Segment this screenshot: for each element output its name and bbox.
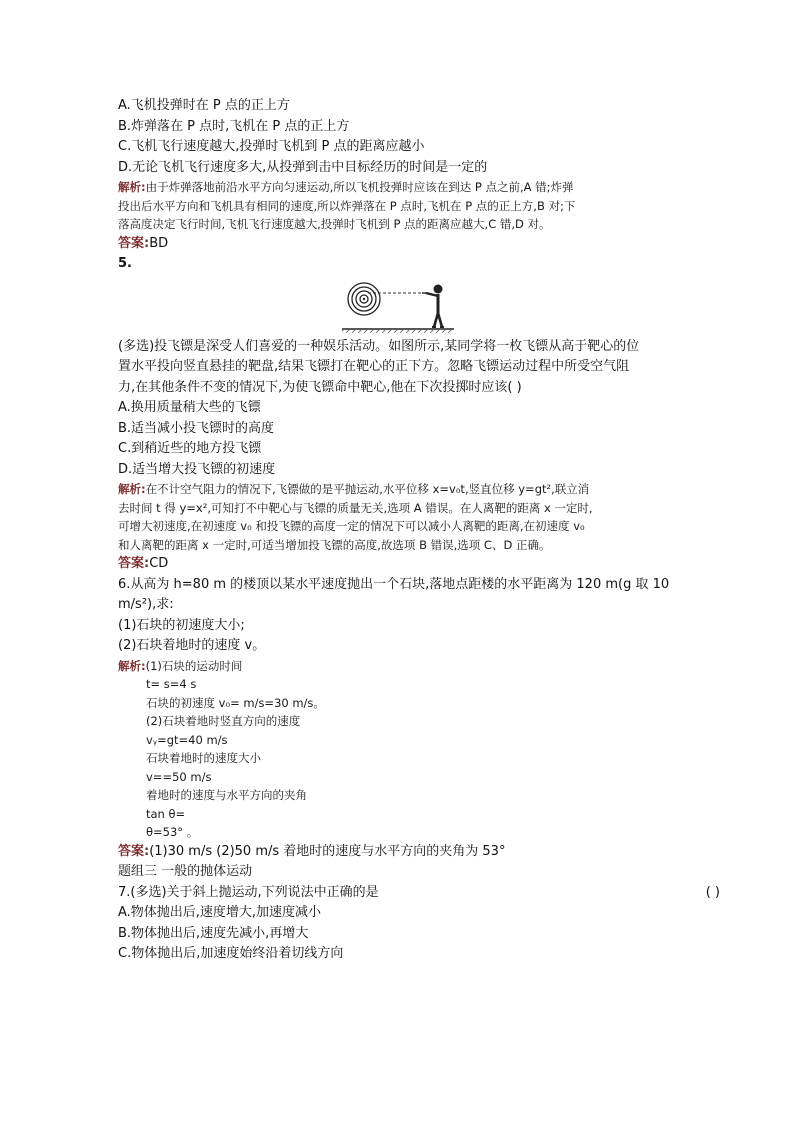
dart-figure <box>118 279 728 335</box>
q6-answer: 答案:(1)30 m/s (2)50 m/s 着地时的速度与水平方向的夹角为 53° <box>118 843 506 859</box>
q4-analysis-line-2: 投出后水平方向和飞机具有相同的速度,所以炸弹落在 P 点时,飞机在 P 点的正上方,B 对;下 <box>118 198 576 213</box>
q4-option-c: C.飞机飞行速度越大,投弹时飞机到 P 点的距离应越小 <box>118 139 425 154</box>
q6-step-7: 着地时的速度与水平方向的夹角 <box>146 788 307 802</box>
q6-step-2: 石块的初速度 v₀= m/s=30 m/s。 <box>146 695 325 710</box>
q6-stem-line-3: (1)石块的初速度大小; <box>118 617 245 633</box>
q4-option-d: D.无论飞机飞行速度多大,从投弹到击中目标经历的时间是一定的 <box>118 159 488 175</box>
q5-analysis-line-3: 可增大初速度,在初速度 v₀ 和投飞镖的高度一定的情况下可以减小人离靶的距离,在初速度 v₀ <box>118 519 585 533</box>
q4-answer-label: 答案: <box>118 235 150 251</box>
q5-option-a: A.换用质量稍大些的飞镖 <box>118 400 261 415</box>
q6-step-8: tan θ= <box>146 806 186 821</box>
q6-analysis-label: 解析: <box>118 658 146 673</box>
q4-option-a: A.飞机投弹时在 P 点的正上方 <box>118 98 290 113</box>
group3-title: 题组三 一般的抛体运动 <box>118 864 253 879</box>
q4-analysis-line-3: 落高度决定飞行时间,飞机飞行速度越大,投弹时飞机到 P 点的距离应越大,C 错,D 对。 <box>118 217 551 231</box>
q6-answer-label: 答案: <box>118 843 150 859</box>
q5-option-b: B.适当减小投飞镖时的高度 <box>118 420 275 436</box>
q4-answer: 答案:BD <box>118 235 169 251</box>
q6-stem-line-1: 6.从高为 h=80 m 的楼顶以某水平速度抛出一个石块,落地点距楼的水平距离为 120 m(g 取 10 <box>118 576 670 592</box>
q6-step-6: v==50 m/s <box>146 769 212 784</box>
q7-option-b: B.物体抛出后,速度先减小,再增大 <box>118 925 309 941</box>
q4-analysis-label: 解析: <box>118 180 146 194</box>
q7-stem: 7.(多选)关于斜上抛运动,下列说法中正确的是 ( ) <box>118 883 728 904</box>
q4-analysis-line-1: 解析:由于炸弹落地前沿水平方向匀速运动,所以飞机投弹时应该在到达 P 点之前,A 错;炸弹 <box>118 180 574 194</box>
q5-analysis-line-4: 和人离靶的距离 x 一定时,可适当增加投飞镖的高度,故选项 B 错误,选项 C、D 正确。 <box>118 537 551 552</box>
q5-option-d: D.适当增大投飞镖的初速度 <box>118 461 276 477</box>
q6-stem-line-4: (2)石块着地时的速度 v。 <box>118 638 266 653</box>
q5-stem-line-3: 力,在其他条件不变的情况下,为使飞镖命中靶心,他在下次投掷时应该( ) <box>118 379 522 395</box>
q5-answer-label: 答案: <box>118 556 150 571</box>
document-page <box>118 96 728 965</box>
q6-step-5: 石块着地时的速度大小 <box>146 751 261 765</box>
q7-option-c: C.物体抛出后,加速度始终沿着切线方向 <box>118 946 344 961</box>
q5-number: 5. <box>118 256 132 271</box>
q5-answer: 答案:CD <box>118 556 169 571</box>
q7-answer-paren: ( ) <box>705 884 720 900</box>
q6-step-1: t= s=4 s <box>146 677 197 691</box>
q5-stem-line-2: 置水平投向竖直悬挂的靶盘,结果飞镖打在靶心的正下方。忽略飞镖运动过程中所受空气阻 <box>118 359 630 374</box>
dart-target-illustration <box>342 279 482 335</box>
q5-analysis-label: 解析: <box>118 482 146 496</box>
q6-step-9: θ=53° 。 <box>146 825 199 839</box>
q5-option-c: C.到稍近些的地方投飞镖 <box>118 441 262 456</box>
q6-stem-line-2: m/s²),求: <box>118 597 174 612</box>
q4-option-b: B.炸弹落在 P 点时,飞机在 P 点的正上方 <box>118 118 350 134</box>
q6-step-3: (2)石块着地时竖直方向的速度 <box>146 714 301 728</box>
q6-analysis-line-1: 解析:(1)石块的运动时间 <box>118 658 243 673</box>
q5-analysis-line-1: 解析:在不计空气阻力的情况下,飞镖做的是平抛运动,水平位移 x=v₀t,竖直位移 y=gt²,联立消 <box>118 482 590 496</box>
q5-analysis-line-2: 去时间 t 得 y=x²,可知打不中靶心与飞镖的质量无关,选项 A 错误。在人离靶的距离 x 一定时, <box>118 500 593 515</box>
q6-step-4: vᵧ=gt=40 m/s <box>146 732 228 747</box>
q5-stem-line-1: (多选)投飞镖是深受人们喜爱的一种娱乐活动。如图所示,某同学将一枚飞镖从高于靶心的位 <box>118 338 640 354</box>
q7-option-a: A.物体抛出后,速度增大,加速度减小 <box>118 905 322 920</box>
